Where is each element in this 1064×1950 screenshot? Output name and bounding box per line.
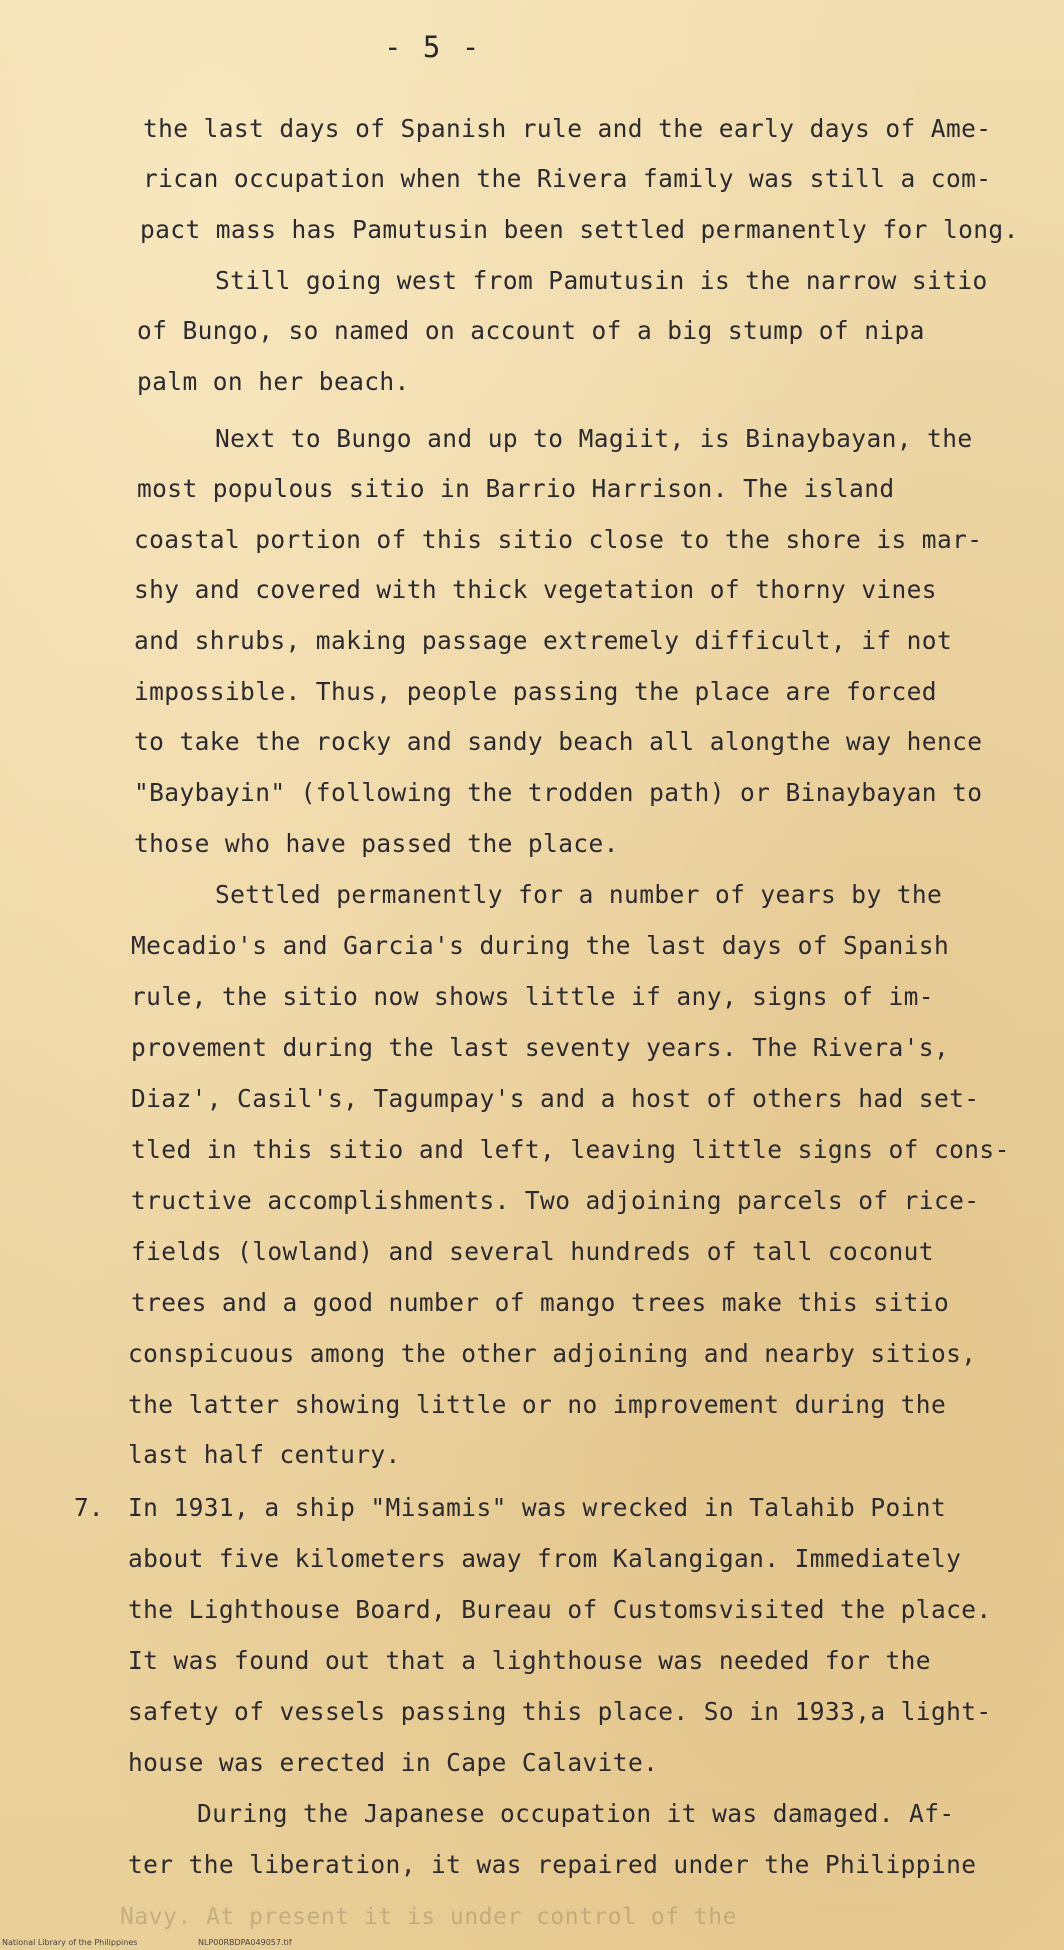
text-line: Diaz', Casil's, Tagumpay's and a host of others had set-: [131, 1084, 980, 1113]
text-line: of Bungo, so named on account of a big stump of nipa: [137, 316, 925, 345]
text-line: provement during the last seventy years. The Rivera's,: [131, 1033, 950, 1062]
text-line: pact mass has Pamutusin been settled permanently for long.: [140, 215, 1019, 244]
text-line: fields (lowland) and several hundreds of tall coconut: [131, 1237, 934, 1266]
text-line: Still going west from Pamutusin is the narrow sitio: [215, 266, 988, 295]
text-line: ter the liberation, it was repaired under the Philippine: [128, 1850, 977, 1879]
text-line: During the Japanese occupation it was damaged. Af-: [197, 1799, 955, 1828]
text-line: the latter showing little or no improvement during the: [128, 1390, 947, 1419]
library-credit: National Library of the Philippines: [2, 1938, 138, 1947]
faded-text-line: Navy. At present it is under control of the: [120, 1904, 737, 1930]
item-number: 7.: [74, 1493, 104, 1522]
file-name: NLP00RBDPA049057.tif: [198, 1938, 292, 1947]
text-line: the last days of Spanish rule and the early days of Ame-: [143, 114, 992, 143]
text-line: last half century.: [128, 1440, 401, 1469]
text-line: shy and covered with thick vegetation of thorny vines: [134, 575, 937, 604]
text-line: tled in this sitio and left, leaving little signs of cons-: [131, 1135, 1010, 1164]
text-line: "Baybayin" (following the trodden path) or Binaybayan to: [134, 778, 983, 807]
text-line: impossible. Thus, people passing the place are forced: [134, 677, 937, 706]
scan-footer: [0, 1937, 1064, 1950]
text-line: conspicuous among the other adjoining and nearby sitios,: [128, 1339, 977, 1368]
text-line: It was found out that a lighthouse was needed for the: [128, 1646, 931, 1675]
text-line: rule, the sitio now shows little if any, signs of im-: [131, 982, 934, 1011]
text-line: Settled permanently for a number of years by the: [215, 880, 943, 909]
text-line: Next to Bungo and up to Magiit, is Binaybayan, the: [215, 424, 973, 453]
text-line: those who have passed the place.: [134, 829, 619, 858]
text-line: tructive accomplishments. Two adjoining parcels of rice-: [131, 1186, 980, 1215]
text-line: to take the rocky and sandy beach all alongthe way hence: [134, 727, 983, 756]
text-line: In 1931, a ship "Misamis" was wrecked in Talahib Point: [128, 1493, 947, 1522]
text-line: trees and a good number of mango trees make this sitio: [131, 1288, 950, 1317]
text-line: Mecadio's and Garcia's during the last days of Spanish: [131, 931, 950, 960]
text-line: most populous sitio in Barrio Harrison. The island: [137, 474, 895, 503]
text-line: rican occupation when the Rivera family was still a com-: [143, 164, 992, 193]
text-line: and shrubs, making passage extremely difficult, if not: [134, 626, 953, 655]
text-line: coastal portion of this sitio close to the shore is mar-: [134, 525, 983, 554]
text-line: safety of vessels passing this place. So in 1933,a light-: [128, 1697, 992, 1726]
text-line: about five kilometers away from Kalangigan. Immediately: [128, 1544, 962, 1573]
text-line: palm on her beach.: [137, 367, 410, 396]
text-line: house was erected in Cape Calavite.: [128, 1748, 659, 1777]
page-number: - 5 -: [384, 30, 482, 64]
text-line: the Lighthouse Board, Bureau of Customsvisited the place.: [128, 1595, 992, 1624]
